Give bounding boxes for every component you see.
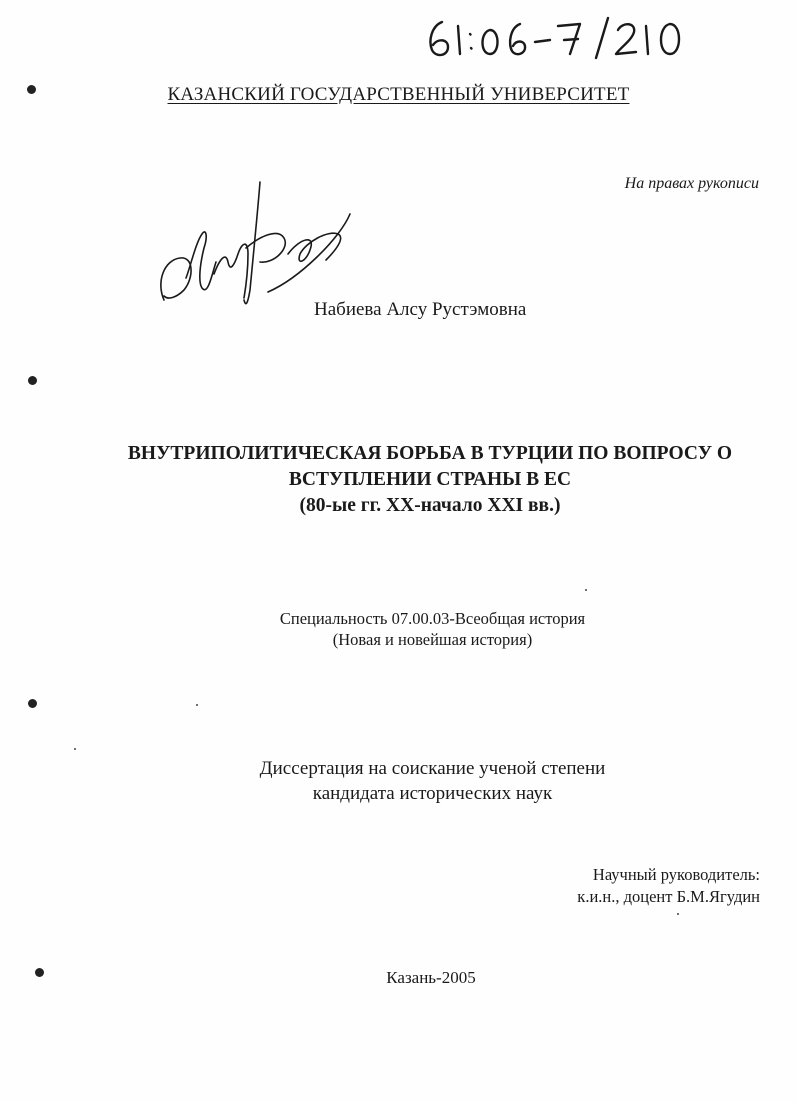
author-name: Набиева Алсу Рустэмовна (314, 299, 527, 320)
signature (150, 178, 375, 318)
university-name: КАЗАНСКИЙ ГОСУДАРСТВЕННЫЙ УНИВЕРСИТЕТ (167, 84, 630, 105)
supervisor-label: Научный руководитель: (592, 865, 760, 884)
specialty-line-2: (Новая и новейшая история) (332, 630, 533, 649)
degree-line-1: Диссертация на соискание ученой степени (259, 758, 606, 779)
title-line-2: ВСТУПЛЕНИИ СТРАНЫ В ЕС (288, 469, 572, 490)
title-line-1: ВНУТРИПОЛИТИЧЕСКАЯ БОРЬБА В ТУРЦИИ ПО ВОПРОСУ О (127, 443, 733, 464)
supervisor-name: к.и.н., доцент Б.М.Ягудин (577, 887, 760, 906)
scan-speck (585, 589, 587, 591)
city-year: Казань-2005 (386, 968, 476, 987)
degree-statement (60, 756, 797, 806)
title-line-3: (80-ые гг. XX-начало XXI вв.) (299, 495, 561, 516)
dissertation-title (60, 441, 797, 519)
scan-speck (196, 704, 198, 706)
specialty (60, 608, 797, 650)
scan-speck (677, 913, 679, 915)
punch-hole-mark (27, 85, 36, 94)
punch-hole-mark (35, 968, 44, 977)
manuscript-note: На правах рукописи (624, 175, 759, 192)
punch-hole-mark (28, 699, 37, 708)
degree-line-2: кандидата исторических наук (312, 783, 553, 804)
specialty-line-1: Специальность 07.00.03-Всеобщая история (279, 609, 586, 628)
handwritten-archive-code (420, 14, 690, 62)
scan-speck (74, 748, 76, 750)
punch-hole-mark (28, 376, 37, 385)
supervisor (577, 864, 760, 908)
